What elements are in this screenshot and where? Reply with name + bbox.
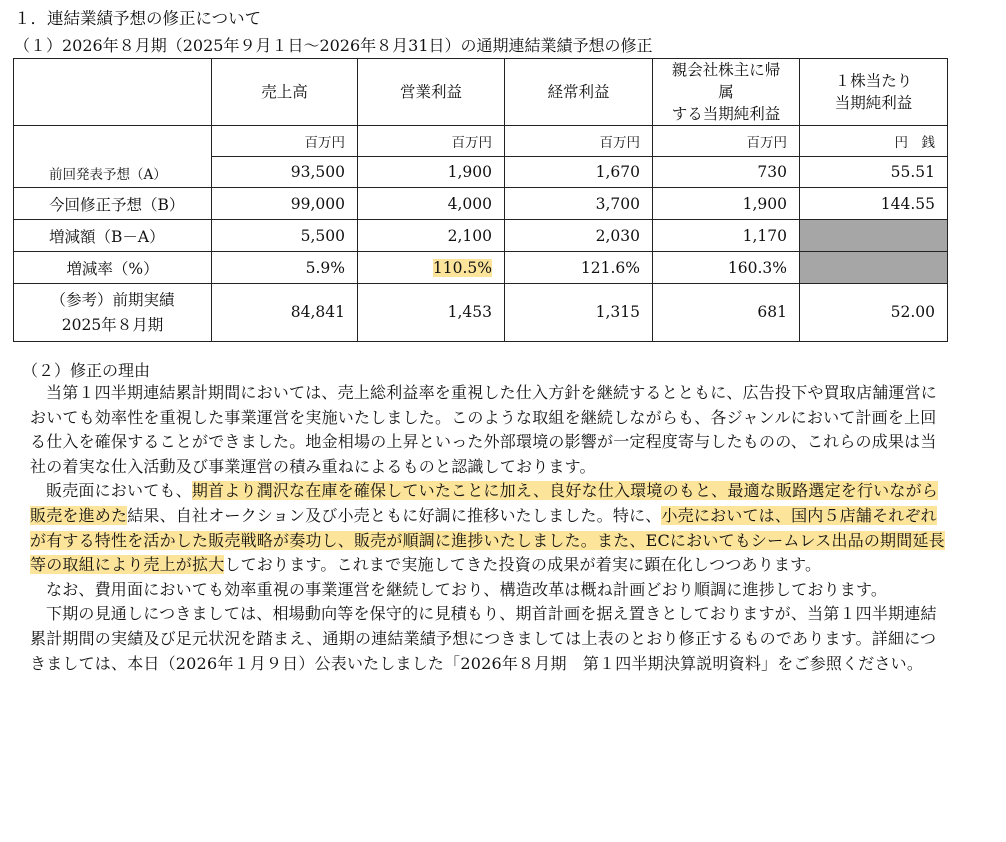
section-heading: １．連結業績予想の修正について	[14, 9, 262, 28]
header-blank	[14, 59, 212, 126]
unit-cell: 百万円	[653, 126, 800, 157]
value-cell: 4,000	[358, 188, 505, 220]
table-row	[14, 284, 948, 342]
table-row	[14, 220, 948, 252]
subsection-heading: （１）2026年８月期（2025年９月１日～2026年８月31日）の通期連結業績予想の修正	[14, 36, 653, 55]
table-row	[14, 126, 948, 157]
value-cell: 1,315	[505, 284, 653, 342]
value-cell: 144.55	[800, 188, 948, 220]
value-cell: 1,453	[358, 284, 505, 342]
value-cell: 1,170	[653, 220, 800, 252]
paragraph: 下期の見通しにつきましては、相場動向等を保守的に見積もり、期首計画を据え置きとしておりますが、当第１四半期連結累計期間の実績及び足元状況を踏まえ、通期の連結業績予想につきましては上表のとおり修正するものであります。詳細につきましては、本日（2026年１月９日）公表いたしました「2026年８月期 第１四半期決算説明資料」をご参照ください。	[30, 604, 937, 673]
value-cell: 84,841	[212, 284, 358, 342]
value-cell: 1,900	[358, 157, 505, 188]
unit-cell: 百万円	[505, 126, 653, 157]
value-cell: 1,900	[653, 188, 800, 220]
value-cell: 121.6%	[505, 252, 653, 284]
value-cell: 93,500	[212, 157, 358, 188]
value-cell: 3,700	[505, 188, 653, 220]
reason-heading: （２）修正の理由	[22, 361, 151, 380]
value-cell: 160.3%	[653, 252, 800, 284]
header-operating-profit: 営業利益	[358, 59, 505, 126]
paragraph: 販売面においても、期首より潤沢な在庫を確保していたことに加え、良好な仕入環境のもと、最適な販路選定を行いながら販売を進めた結果、自社オークション及び小売ともに好調に推移いたしました。特に、小売においては、国内５店舗それぞれが有する特性を活かした販売戦略が奏功し、販売が順調に進捗いたしました。また、ECにおいてもシームレス出品の期間延長等の取組により売上が拡大しております。これまで実施してきた投資の成果が着実に顕在化しつつあります。	[30, 481, 945, 575]
header-sales: 売上高	[212, 59, 358, 126]
unit-cell: 円 銭	[800, 126, 948, 157]
row-label-change-amount: 増減額（B－A）	[14, 220, 212, 252]
blank-gray-cell	[800, 252, 948, 284]
table-row	[14, 188, 948, 220]
table-row	[14, 252, 948, 284]
value-cell: 2,030	[505, 220, 653, 252]
row-label-change-rate: 増減率（%）	[14, 252, 212, 284]
value-cell: 5.9%	[212, 252, 358, 284]
highlighted-text: 期首より潤沢な在庫を確保していたことに加え、良好な仕入環境のもと、最適な販路選定を行いながら販売を進めた	[30, 481, 938, 525]
highlighted-value: 110.5%	[432, 258, 492, 277]
value-cell: 730	[653, 157, 800, 188]
reason-body	[30, 381, 945, 676]
value-cell: 5,500	[212, 220, 358, 252]
table-header-row	[14, 59, 948, 126]
highlighted-text: 小売においては、国内５店舗それぞれが有する特性を活かした販売戦略が奏功し、販売が順調に進捗いたしました。また、ECにおいてもシームレス出品の期間延長等の取組により売上が拡大	[30, 505, 945, 575]
row-label-previous: 前回発表予想（A）	[14, 126, 212, 188]
value-cell	[358, 252, 505, 284]
value-cell: 2,100	[358, 220, 505, 252]
header-net-income: 親会社株主に帰属 する当期純利益	[653, 59, 800, 126]
forecast-table	[13, 58, 948, 342]
blank-gray-cell	[800, 220, 948, 252]
value-cell: 681	[653, 284, 800, 342]
paragraph: 当第１四半期連結累計期間においては、売上総利益率を重視した仕入方針を継続するとともに、広告投下や買取店舗運営においても効率性を重視した事業運営を実施いたしました。このような取組を継続しながらも、各ジャンルにおいて計画を上回る仕入を確保することができました。地金相場の上昇といった外部環境の影響が一定程度寄与したものの、これらの成果は当社の着実な仕入活動及び事業運営の積み重ねによるものと認識しております。	[30, 383, 938, 476]
value-cell: 55.51	[800, 157, 948, 188]
row-label-revised: 今回修正予想（B）	[14, 188, 212, 220]
value-cell: 99,000	[212, 188, 358, 220]
value-cell: 1,670	[505, 157, 653, 188]
value-cell: 52.00	[800, 284, 948, 342]
header-eps: １株当たり 当期純利益	[800, 59, 948, 126]
header-ordinary-profit: 経常利益	[505, 59, 653, 126]
paragraph: なお、費用面においても効率重視の事業運営を継続しており、構造改革は概ね計画どおり順調に進捗しております。	[46, 579, 888, 599]
unit-cell: 百万円	[212, 126, 358, 157]
unit-cell: 百万円	[358, 126, 505, 157]
row-label-prior-actual: （参考）前期実績 2025年８月期	[14, 284, 212, 342]
